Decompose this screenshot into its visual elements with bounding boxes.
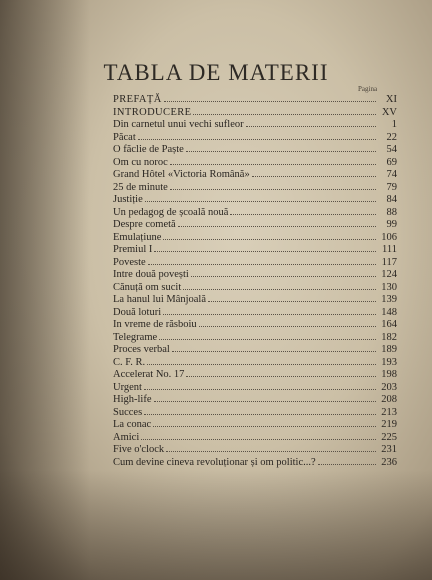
toc-entry-page: 189	[381, 344, 397, 355]
toc-entry	[113, 132, 397, 145]
toc-entry-page: 164	[381, 319, 397, 330]
toc-entry-page: 225	[381, 431, 397, 443]
toc-entry	[113, 432, 397, 445]
toc-entry-title: 25 de minute	[113, 181, 168, 193]
toc-entry-title: Despre cometă	[113, 219, 176, 230]
toc-entry-page: 139	[381, 294, 397, 305]
toc-entry-title: Justiție	[113, 194, 143, 205]
toc-entry-title: Premiul I	[113, 244, 153, 255]
toc-entry-page: 124	[381, 269, 397, 280]
toc-dot-leader	[252, 176, 376, 177]
toc-entry-title: Succes	[113, 406, 143, 418]
toc-entry-title: Telegrame	[113, 331, 158, 343]
toc-entry-title: High-life	[113, 394, 152, 405]
toc-entry	[113, 244, 397, 257]
toc-dot-leader	[145, 201, 376, 202]
toc-entry-title: Poveste	[113, 256, 146, 268]
toc-entry	[113, 232, 397, 245]
toc-dot-leader	[172, 351, 376, 352]
toc-entry-title: Urgent	[113, 381, 142, 393]
toc-entry	[113, 307, 397, 320]
toc-dot-leader	[191, 276, 376, 277]
toc-dot-leader	[153, 426, 376, 427]
toc-entry	[113, 194, 397, 207]
toc-entry	[113, 219, 397, 232]
toc-entry-page: 198	[381, 369, 397, 380]
toc-dot-leader	[148, 264, 376, 265]
toc-dot-leader	[318, 464, 376, 465]
toc-dot-leader	[183, 289, 376, 290]
toc-dot-leader	[178, 226, 376, 227]
toc-entry-page: 99	[386, 219, 397, 230]
toc-entry	[113, 282, 397, 295]
toc-entry	[113, 457, 397, 470]
toc-entry-page: 203	[381, 381, 397, 393]
toc-dot-leader	[154, 251, 376, 252]
toc-entry-title: In vreme de răsboiu	[113, 319, 197, 330]
toc-dot-leader	[208, 301, 376, 302]
toc-dot-leader	[170, 164, 376, 165]
toc-entry-title: Emulațiune	[113, 231, 162, 243]
toc-dot-leader	[154, 401, 377, 402]
toc-dot-leader	[186, 376, 376, 377]
toc-dot-leader	[186, 151, 376, 152]
toc-dot-leader	[159, 339, 376, 340]
toc-entry-title: O făclie de Paște	[113, 144, 184, 155]
toc-entry-page: 69	[386, 156, 397, 168]
toc-entry	[113, 407, 397, 420]
toc-entry	[113, 382, 397, 395]
toc-entry-page: 148	[381, 306, 397, 318]
toc-entry-page: 88	[386, 206, 397, 218]
toc-entry	[113, 394, 397, 407]
toc-entry-title: Un pedagog de școală nouă	[113, 206, 229, 218]
toc-entry-title: Amici	[113, 431, 140, 443]
toc-entry-page: 193	[381, 356, 397, 368]
toc-dot-leader	[170, 189, 376, 190]
toc-entry	[113, 419, 397, 432]
toc-entry-title: La conac	[113, 419, 152, 430]
bottom-shadow	[0, 470, 432, 580]
toc-entry-title: Five o'clock	[113, 444, 165, 455]
toc-entry-page: 182	[381, 331, 397, 343]
toc-entry-page: 106	[381, 231, 397, 243]
toc-dot-leader	[141, 439, 376, 440]
toc-dot-leader	[193, 114, 376, 115]
toc-dot-leader	[147, 364, 376, 365]
toc-entry-page: 74	[386, 169, 397, 180]
toc-entry-page: 79	[386, 181, 397, 193]
toc-dot-leader	[246, 126, 376, 127]
toc-entry-title: Cum devine cineva revoluționar și om politic...?	[113, 456, 316, 468]
toc-entry	[113, 344, 397, 357]
toc-entry-page: 236	[381, 456, 397, 468]
toc-entry-title: Intre două povești	[113, 269, 189, 280]
toc-dot-leader	[164, 101, 376, 102]
toc-entry-title: Grand Hôtel «Victoria Română»	[113, 169, 250, 180]
toc-entry-title: La hanul lui Mânjoală	[113, 294, 207, 305]
toc-entry	[113, 332, 397, 345]
toc-entry	[113, 157, 397, 170]
toc-dot-leader	[166, 451, 376, 452]
page-column-label: Pagina	[358, 85, 378, 93]
toc-entry-page: 84	[386, 194, 397, 205]
toc-entry	[113, 369, 397, 382]
toc-entry-page: XV	[381, 106, 397, 118]
toc-entry-page: 54	[386, 144, 397, 155]
toc-dot-leader	[163, 239, 376, 240]
toc-entry	[113, 444, 397, 457]
toc-entry-title: C. F. R.	[113, 356, 146, 368]
toc-entry-title: Din carnetul unui vechi sufleor	[113, 119, 244, 130]
toc-dot-leader	[163, 314, 376, 315]
toc-entry-page: 130	[381, 281, 397, 293]
toc-entry-page: 117	[381, 256, 397, 268]
toc-dot-leader	[144, 389, 376, 390]
toc-dot-leader	[138, 139, 376, 140]
toc-entry	[113, 182, 397, 195]
toc-entry	[113, 169, 397, 182]
toc-dot-leader	[230, 214, 376, 215]
page-title: TABLA DE MATERII	[103, 60, 329, 85]
toc-entry-page: 219	[381, 419, 397, 430]
toc-dot-leader	[199, 326, 376, 327]
toc-entry-title: Păcat	[113, 131, 136, 143]
toc-entry-page: 231	[381, 444, 397, 455]
toc-entry-title: Proces verbal	[113, 344, 170, 355]
toc-entry	[113, 107, 397, 120]
toc-entry-page: 1	[391, 119, 397, 130]
toc-entry-title: INTRODUCERE	[113, 106, 192, 118]
toc-entry-title: PREFAȚĂ	[113, 94, 162, 105]
toc-entry-title: Om cu noroc	[113, 156, 168, 168]
toc-entry	[113, 257, 397, 270]
toc-entry	[113, 357, 397, 370]
toc-entry	[113, 294, 397, 307]
toc-entry-title: Accelerat No. 17	[113, 369, 185, 380]
toc-entry-page: 208	[381, 394, 397, 405]
table-of-contents	[113, 94, 397, 469]
toc-entry	[113, 144, 397, 157]
toc-entry	[113, 94, 397, 107]
toc-entry-title: Două loturi	[113, 306, 162, 318]
toc-dot-leader	[144, 414, 376, 415]
toc-entry-title: Cănuță om sucit	[113, 281, 182, 293]
toc-entry	[113, 269, 397, 282]
toc-entry	[113, 207, 397, 220]
toc-entry	[113, 119, 397, 132]
toc-entry-page: 111	[382, 244, 397, 255]
toc-entry-page: 22	[386, 131, 397, 143]
toc-entry-page: 213	[381, 406, 397, 418]
toc-entry	[113, 319, 397, 332]
toc-entry-page: XI	[385, 94, 397, 105]
